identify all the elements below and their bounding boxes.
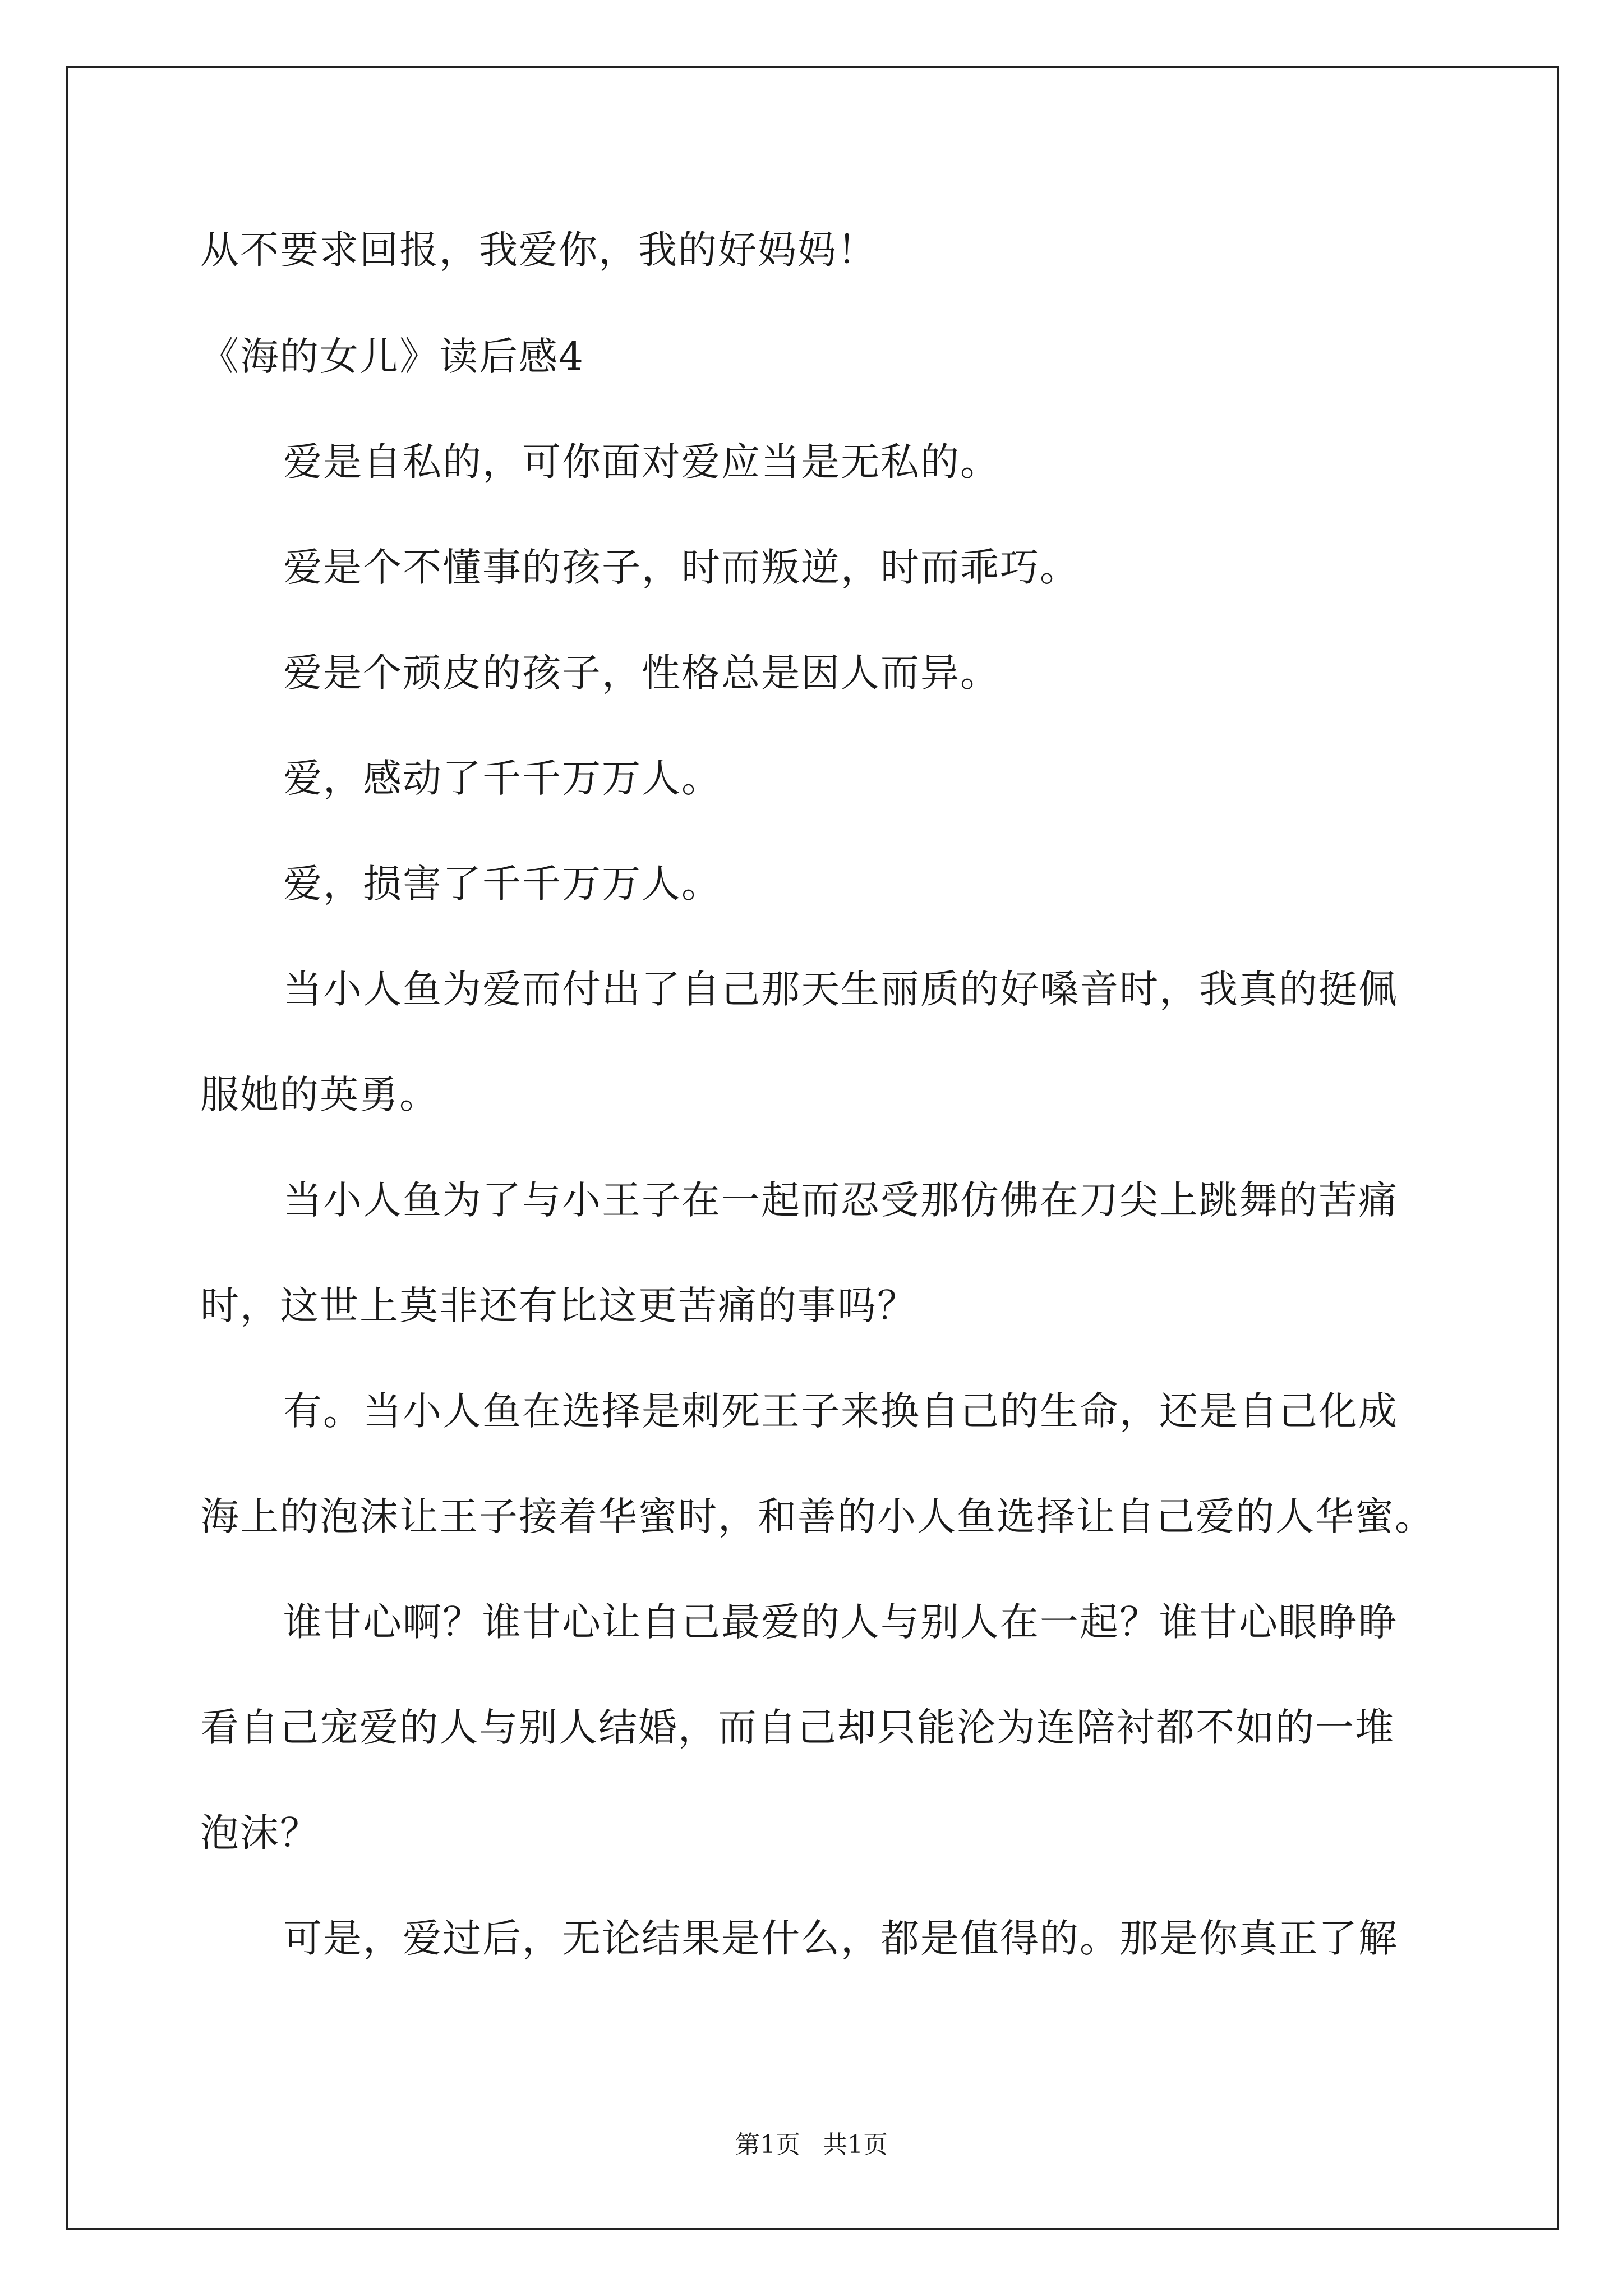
paragraph-line: 爱是个不懂事的孩子，时而叛逆，时而乖巧。 (283, 545, 1080, 590)
paragraph-line: 谁甘心啊？谁甘心让自己最爱的人与别人在一起？谁甘心眼睁睁 (283, 1600, 1398, 1645)
paragraph-line: 可是，爱过后，无论结果是什么，都是值得的。那是你真正了解 (283, 1916, 1398, 1961)
paragraph-line: 爱，感动了千千万万人。 (283, 756, 721, 801)
paragraph-line: 时，这世上莫非还有比这更苦痛的事吗？ (200, 1283, 917, 1328)
paragraph-line: 爱是自私的，可你面对爱应当是无私的。 (283, 440, 1000, 485)
text-line-continuation: 从不要求回报，我爱你，我的好妈妈！ (200, 228, 877, 273)
paragraph-line: 爱是个顽皮的孩子，性格总是因人而异。 (283, 651, 1000, 696)
paragraph-line: 海上的泡沫让王子接着华蜜时，和善的小人鱼选择让自己爱的人华蜜。 (200, 1494, 1435, 1539)
paragraph-line: 当小人鱼为爱而付出了自己那天生丽质的好嗓音时，我真的挺佩 (283, 967, 1398, 1012)
paragraph-line: 服她的英勇。 (200, 1073, 439, 1117)
page-border (66, 66, 1559, 2230)
paragraph-line: 爱，损害了千千万万人。 (283, 862, 721, 907)
section-heading: 《海的女儿》读后感4 (200, 334, 584, 379)
paragraph-line: 泡沫？ (200, 1811, 320, 1856)
paragraph-line: 当小人鱼为了与小王子在一起而忍受那仿佛在刀尖上跳舞的苦痛 (283, 1178, 1398, 1223)
page-total: 共1页 (823, 2131, 888, 2159)
page-footer (0, 2133, 1623, 2157)
page-number: 第1页 (735, 2131, 800, 2159)
paragraph-line: 看自己宠爱的人与别人结婚，而自己却只能沦为连陪衬都不如的一堆 (200, 1705, 1395, 1750)
paragraph-line: 有。当小人鱼在选择是刺死王子来换自己的生命，还是自己化成 (283, 1389, 1398, 1434)
